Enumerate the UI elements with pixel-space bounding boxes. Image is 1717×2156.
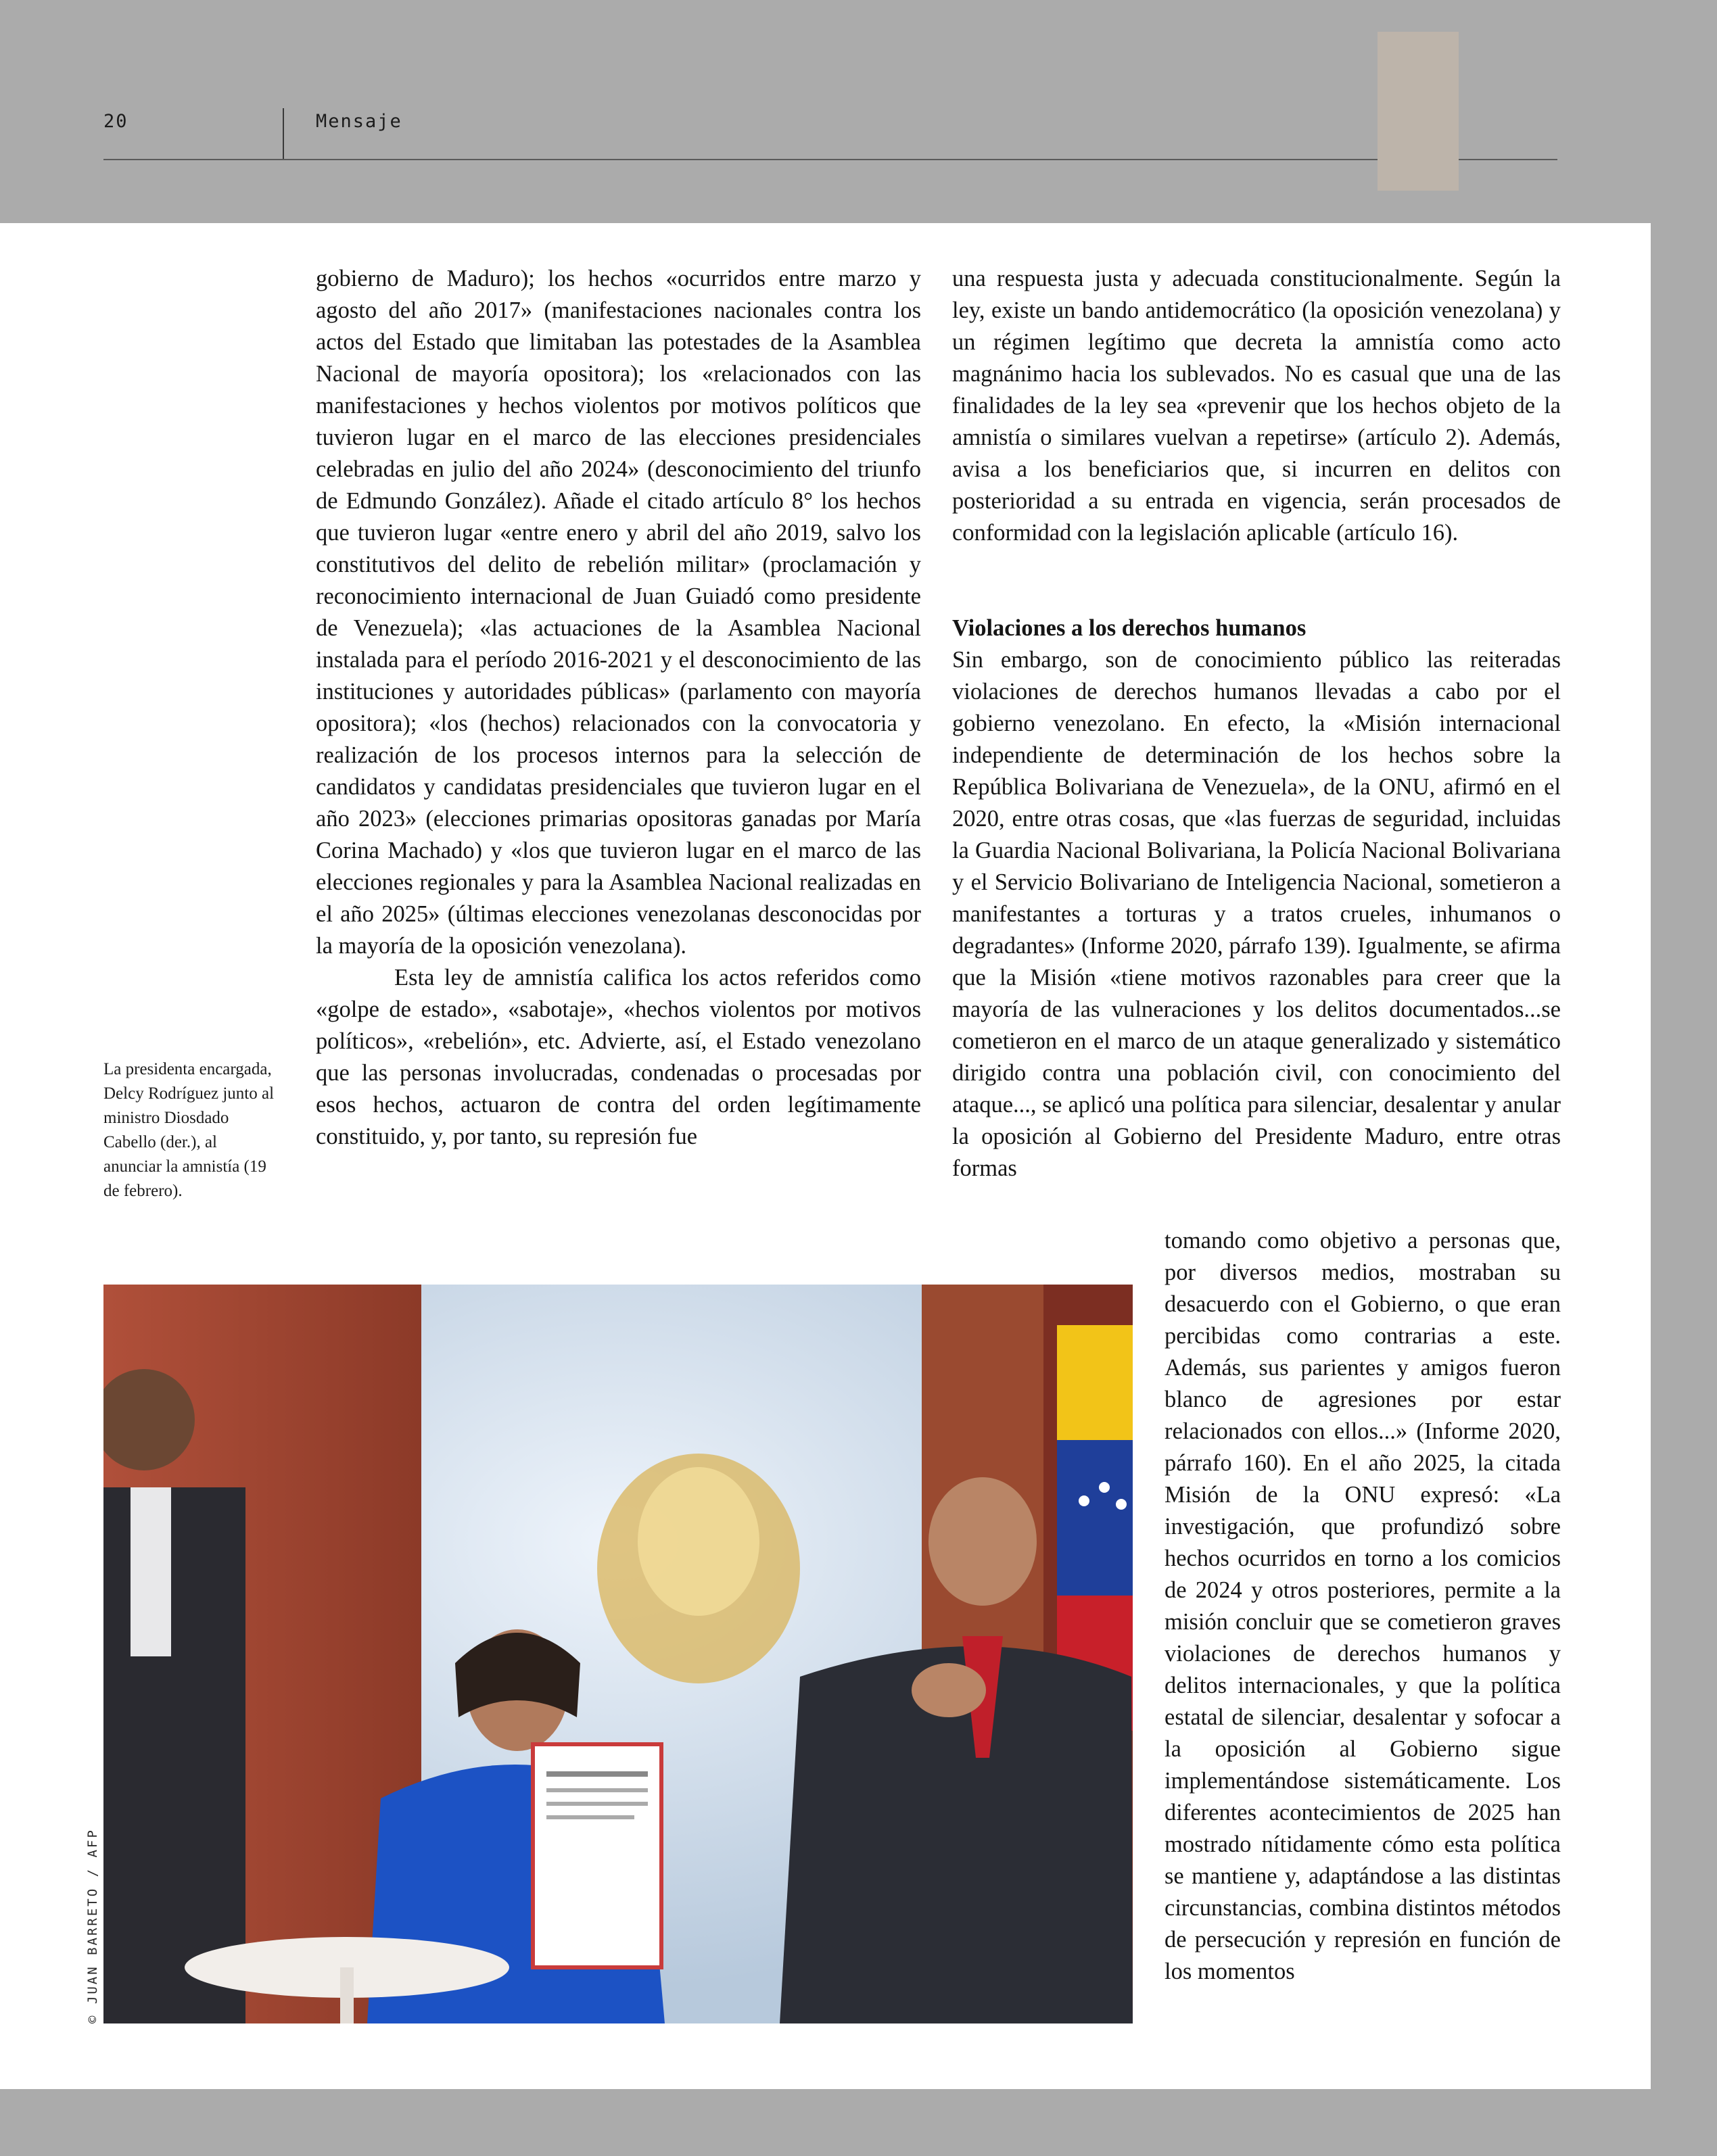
chandelier [597, 1454, 800, 1683]
section-title: Mensaje [316, 111, 402, 132]
page-header [0, 0, 1717, 223]
photo-caption: La presidenta encargada, Delcy Rodríguez junto al ministro Diosdado Cabello (der.), al anunciar la amnistía (19 de febrero). [103, 1060, 275, 1200]
text-run: Sin embargo, son de conocimiento público las reiteradas violaciones de derechos humanos llevadas a cabo por el gobierno venezolano. En efecto, la «Misión internacional independiente de determinación de los hechos sobre la República Bolivariana de Venezuela», de la [952, 647, 1561, 800]
paragraph: una respuesta justa y adecuada constitucionalmente. Según la ley, existe un bando antidemocrático (la oposición venezolana) y un régimen legítimo que decreta la amnistía como acto magnánimo hacia los sublevados. No es casual que una de las finalidades de la ley sea «prevenir que los hechos objeto de la amnistía o similares vuelvan a repetirse» (artículo 2). Además, avisa a los beneficiarios que, si incurren en delitos con posterioridad a su entrada en vigencia, serán procesados de conformidad con la legislación aplicable (artículo 16). [952, 266, 1561, 546]
photo-credit: © JUAN BARRETO / AFP [85, 1828, 100, 2023]
text-run: expresó: «La investigación, que profundizó sobre hechos ocurridos en torno a los comicios de 2024 y otros posteriores, permite a la misión concluir que se cometieron graves violaciones de derechos humanos y delitos internacionales, y que la política estatal de silenciar, desalentar y sofocar a la oposición al Gobierno sigue implementándose sistemáticamente. Los diferentes acontecimientos de 2025 han mostrado nítidamente cómo esta política se mantiene y, adaptándose a las distintas circunstancias, combina distintos métodos de persecución y represión en función de los momentos [1165, 1482, 1561, 1984]
text-run: tomando como objetivo a personas que, por diversos medios, mostraban su desacuerdo con el Gobierno, o que eran percibidas como contrarias a este. Además, sus parientes y amigos fueron blanco de agresiones por estar relacionados con ellos...» (Informe 2020, párrafo 160). En el año 2025, la citada Misión de la [1165, 1228, 1561, 1508]
photo-illustration [103, 1285, 1133, 2023]
paragraph [1165, 1225, 1561, 1988]
header-rule [103, 159, 1557, 160]
acronym: ONU [1378, 774, 1430, 800]
text-run: , afirmó en el 2020, entre otras cosas, que «las fuerzas de seguridad, incluidas la Guardia Nacional Bolivariana, la Policía Nacional Bolivariana y el Servicio Bolivariano de Inteligencia Nacional, sometieron a manifestantes a torturas y a tratos crueles, inhumanos o degradantes» (Informe 2020, párrafo 139). Igualmente, se afirma que la Misión «tiene motivos razonables para creer que la mayoría de las vulneraciones y los delitos documentados...se cometieron en el marco de un ataque generalizado y sistemático dirigido contra una población civil, con conocimiento del ataque..., se aplicó una política para silenciar, desalentar y anular la oposición al Gobierno del Presidente Maduro, entre otras formas [952, 774, 1561, 1181]
text-column-1 [316, 263, 921, 1153]
header-separator [283, 108, 284, 160]
paragraph: gobierno de Maduro); los hechos «ocurridos entre marzo y agosto del año 2017» (manifestaciones nacionales contra los actos del Estado que limitaban las potestades de la Asamblea Nacional de mayoría opositora); los «relacionados con las manifestaciones y hechos violentos por motivos políticos que tuvieron lugar en el marco de las elecciones presidenciales celebradas en julio del año 2024» (desconocimiento del triunfo de Edmundo González). Añade el citado artículo 8° los hechos que tuvieron lugar «entre enero y abril del año 2019, salvo los constitutivos del delito de rebelión militar» (proclamación y reconocimiento internacional de Juan Guiadó como presidente de Venezuela); «las actuaciones de la Asamblea Nacional instalada para el período 2016-2021 y el desconocimiento de las instituciones y autoridades públicas» (parlamento con mayoría opositora); «los (hechos) relacionados con la convocatoria y realización de los procesos internos para la selección de candidatos y candidatas presidenciales que tuvieron lugar en el año 2023» (elecciones primarias opositoras ganadas por María Corina Machado) y «los que tuvieron lugar en el marco de las elecciones regionales y para la Asamblea Nacional realizadas en el año 2025» (últimas elecciones venezolanas desconocidas por la mayoría de la oposición venezolana). [316, 266, 921, 959]
spacer [952, 549, 1561, 613]
subheading: Violaciones a los derechos humanos [952, 615, 1307, 641]
paragraph [952, 644, 1561, 1184]
news-photo [103, 1285, 1133, 2023]
acronym: ONU [1344, 1482, 1396, 1508]
text-column-3 [1165, 1225, 1561, 1988]
page-number: 20 [103, 111, 128, 132]
header-tab [1378, 32, 1459, 191]
paragraph: Esta ley de amnistía califica los actos referidos como «golpe de estado», «sabotaje», «hechos violentos por motivos políticos», «rebelión», etc. Advierte, así, el Estado venezolano que las personas involucradas, condenadas o procesadas por esos hechos, actuaron de contra del orden legítimamente constituido, y, por tanto, su represión fue [316, 965, 921, 1149]
text-column-2 [952, 263, 1561, 1184]
